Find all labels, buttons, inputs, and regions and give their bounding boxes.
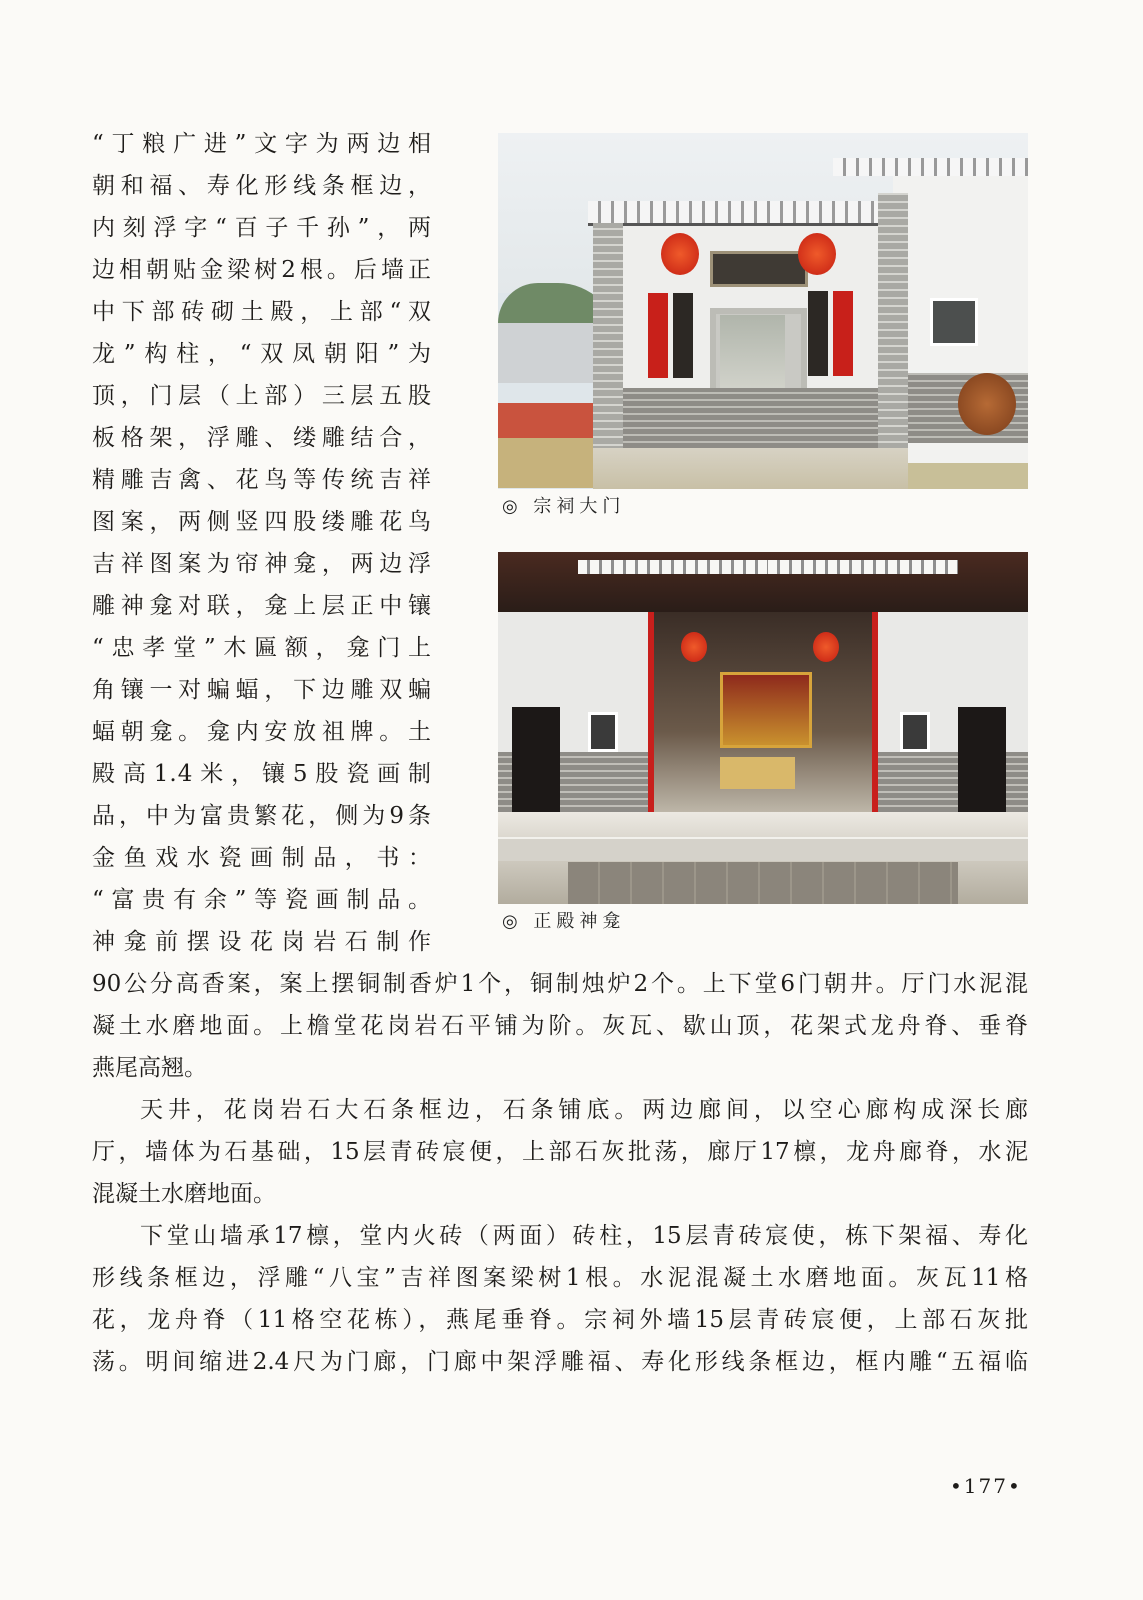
text-line: 形线条框边，浮雕“八宝”吉祥图案梁树1根。水泥混凝土水磨地面。灰瓦11格 [92,1265,1028,1291]
text-line: 朝和福、寿化形线条框边， [92,173,432,199]
text-line: 厅，墙体为石基础，15层青砖宸便，上部石灰批荡，廊厅17檩，龙舟廊脊，水泥 [92,1139,1028,1165]
text-line: 内刻浮字“百子千孙”，两 [92,215,432,241]
text-line: 板格架，浮雕、缕雕结合， [92,425,432,451]
text-line: 精雕吉禽、花鸟等传统吉祥 [92,467,432,493]
text-line: 花，龙舟脊（11格空花栋），燕尾垂脊。宗祠外墙15层青砖宸便，上部石灰批 [92,1307,1028,1333]
text-line: 凝土水磨地面。上檐堂花岗岩石平铺为阶。灰瓦、歇山顶，花架式龙舟脊、垂脊 [92,1013,1028,1039]
page-number: •177• [950,1474,1022,1498]
text-line: 殿高1.4米，镶5股瓷画制 [92,761,432,787]
text-line: 吉祥图案为帘神龛，两边浮 [92,551,432,577]
text-line: 雕神龛对联，龛上层正中镶 [92,593,432,619]
text-line: 蝠朝龛。龛内安放祖牌。土 [92,719,432,745]
text-line: 荡。明间缩进2.4尺为门廊，门廊中架浮雕福、寿化形线条框边，框内雕“五福临 [92,1349,1028,1375]
text-line: 神龛前摆设花岗岩石制作 [92,929,432,955]
text-line: “富贵有余”等瓷画制品。 [92,887,432,913]
text-line: 品，中为富贵繁花，侧为9条 [92,803,432,829]
text-line: 下堂山墙承17檩，堂内火砖（两面）砖柱，15层青砖宸使，栋下架福、寿化 [140,1223,1028,1249]
text-line: 边相朝贴金梁树2根。后墙正 [92,257,432,283]
text-line: 90公分高香案，案上摆铜制香炉1个，铜制烛炉2个。上下堂6门朝井。厅门水泥混 [92,971,1028,997]
ancestral-hall-gate-photo [498,133,1028,489]
text-line: 混凝土水磨地面。 [92,1181,276,1207]
text-line: 中下部砖砌土殿，上部“双 [92,299,432,325]
text-line: “丁粮广进”文字为两边相 [92,131,432,157]
photo-caption: ◎ 宗祠大门 [502,496,626,517]
text-line: 燕尾高翘。 [92,1055,207,1081]
text-line: 龙”构柱，“双凤朝阳”为 [92,341,432,367]
text-line: 图案，两侧竖四股缕雕花鸟 [92,509,432,535]
text-line: 角镶一对蝙蝠，下边雕双蝙 [92,677,432,703]
text-line: “忠孝堂”木匾额，龛门上 [92,635,432,661]
text-line: 金鱼戏水瓷画制品，书： [92,845,432,871]
text-line: 顶，门层（上部）三层五股 [92,383,432,409]
photo-caption: ◎ 正殿神龛 [502,911,626,932]
text-line: 天井，花岗岩石大石条框边，石条铺底。两边廊间，以空心廊构成深长廊 [140,1097,1028,1123]
main-hall-shrine-photo [498,552,1028,904]
